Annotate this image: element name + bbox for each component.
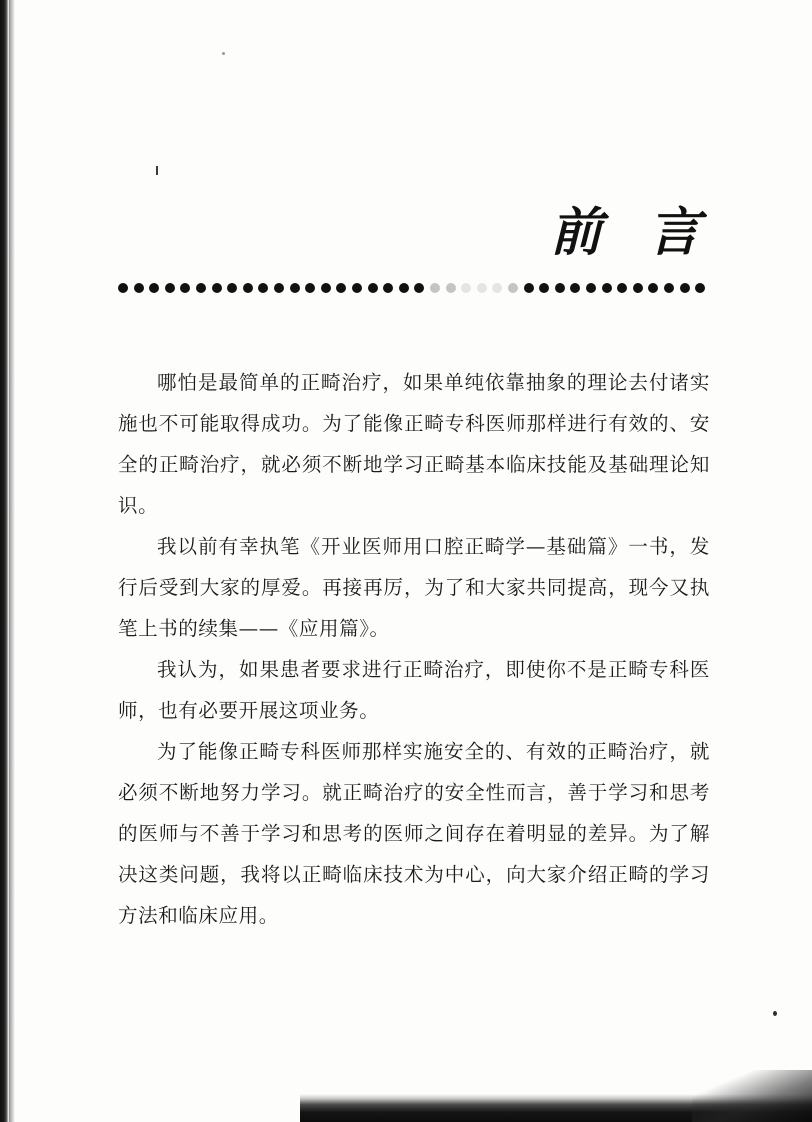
scan-speck-bottom-right — [773, 1011, 777, 1016]
ornament-dot — [446, 283, 456, 293]
paragraph: 我认为，如果患者要求进行正畸治疗，即使你不是正畸专科医师，也有必要开展这项业务。 — [118, 658, 710, 722]
ornament-dot — [570, 283, 580, 293]
ornament-dot — [430, 283, 440, 293]
ornament-dot — [383, 283, 393, 293]
ornament-dot — [212, 283, 222, 293]
paragraph: 我以前有幸执笔《开业医师用口腔正畸学—基础篇》一书，发行后受到大家的厚爱。再接再厉，为了和大家共同提高，现今又执笔上书的续集——《应用篇》。 — [118, 535, 710, 640]
paragraph: 哪怕是最简单的正畸治疗，如果单纯依靠抽象的理论去付诸实施也不可能取得成功。为了能像正畸专科医师那样进行有效的、安全的正畸治疗，就必须不断地学习正畸基本临床技能及基础理论知识。 — [118, 371, 710, 517]
ornament-dot — [227, 283, 237, 293]
scan-stray-mark — [156, 166, 158, 175]
ornament-dot — [633, 283, 643, 293]
ornament-dot — [664, 283, 674, 293]
ornament-dot — [165, 283, 175, 293]
ornament-dot — [617, 283, 627, 293]
ornament-dot — [492, 283, 502, 293]
ornament-dot — [586, 283, 596, 293]
scan-speck-top-left — [222, 52, 225, 55]
ornament-dot — [274, 283, 284, 293]
ornament-dot — [399, 283, 409, 293]
ornament-dot — [695, 283, 705, 293]
paragraph: 为了能像正畸专科医师那样实施安全的、有效的正畸治疗，就必须不断地努力学习。就正畸治疗的安全性而言，善于学习和思考的医师与不善于学习和思考的医师之间存在着明显的差异。为了解决这类问题，我将以正畸临床技术为中心，向大家介绍正畸的学习方法和临床应用。 — [118, 740, 710, 927]
ornament-dot — [477, 283, 487, 293]
ornament-dot — [118, 283, 128, 293]
scan-edge-left-gradient — [9, 0, 15, 1122]
ornament-dot — [680, 283, 690, 293]
ornament-dot — [336, 283, 346, 293]
ornament-dot — [180, 283, 190, 293]
ornament-dot — [602, 283, 612, 293]
ornament-dot — [305, 283, 315, 293]
ornament-dot — [149, 283, 159, 293]
dotted-rule-ornament — [118, 278, 710, 300]
ornament-dot — [461, 283, 471, 293]
ornament-dot — [134, 283, 144, 293]
ornament-dot — [321, 283, 331, 293]
ornament-dot — [258, 283, 268, 293]
preface-body — [118, 362, 710, 936]
ornament-dot — [524, 283, 534, 293]
ornament-dot — [196, 283, 206, 293]
ornament-dot — [508, 283, 518, 293]
ornament-dot — [648, 283, 658, 293]
ornament-dot — [290, 283, 300, 293]
ornament-dot — [352, 283, 362, 293]
ornament-dot — [539, 283, 549, 293]
ornament-dot — [414, 283, 424, 293]
page-title: 前 言 — [549, 202, 714, 263]
ornament-dot — [555, 283, 565, 293]
scan-edge-left — [0, 0, 9, 1122]
ornament-dot — [368, 283, 378, 293]
scan-edge-bottom-right — [692, 1070, 812, 1122]
ornament-dot — [243, 283, 253, 293]
